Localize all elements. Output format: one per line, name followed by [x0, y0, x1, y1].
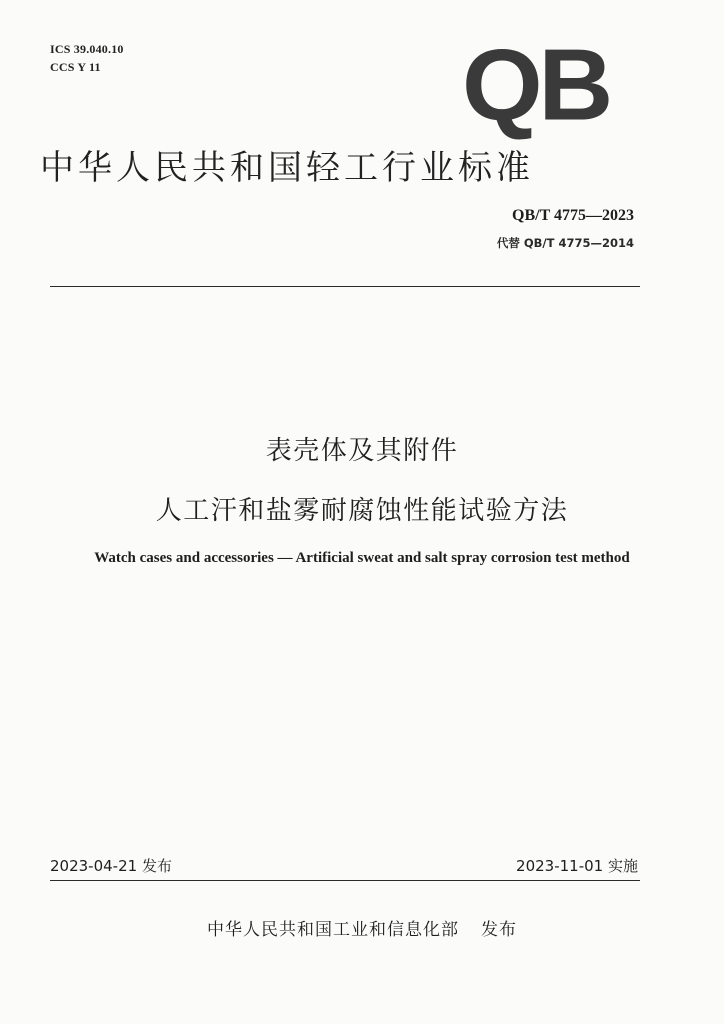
implementation-date: 2023-11-01 实施 [516, 857, 638, 875]
title-en: Watch cases and accessories — Artificial sweat and salt spray corrosion test method [94, 550, 630, 566]
issuer-line [0, 915, 724, 940]
issuer-name: 中华人民共和国工业和信息化部 [207, 920, 459, 940]
standard-code: QB/T 4775—2023 [512, 207, 634, 224]
ccs-code: CCS Y 11 [50, 60, 101, 74]
bottom-divider [50, 880, 640, 881]
replaces-standard: 代替 QB/T 4775—2014 [496, 236, 634, 250]
ics-code: ICS 39.040.10 [50, 42, 124, 56]
title-cn-line-1: 表壳体及其附件 [265, 436, 459, 466]
title-cn-line-2: 人工汗和盐雾耐腐蚀性能试验方法 [155, 496, 569, 526]
qb-logo: QB [462, 29, 609, 142]
issuer-action: 发布 [481, 920, 517, 940]
top-divider [50, 286, 640, 287]
standard-type-heading: 中华人民共和国轻工行业标准 [40, 148, 534, 188]
issue-date: 2023-04-21 发布 [50, 857, 172, 875]
